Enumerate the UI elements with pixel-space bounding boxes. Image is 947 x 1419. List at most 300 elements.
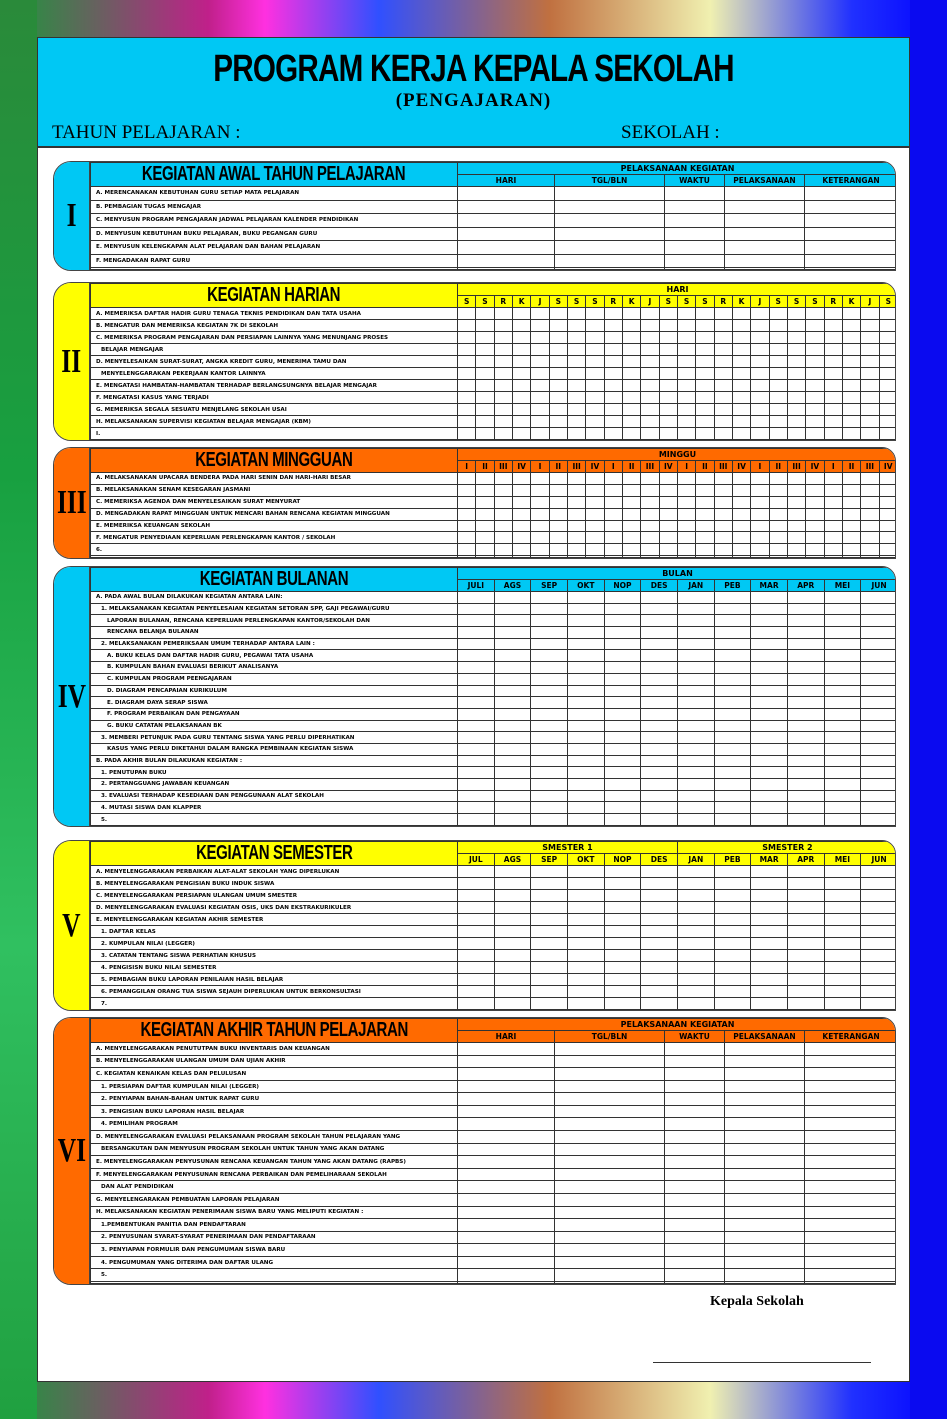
schedule-cell[interactable]: [458, 755, 495, 767]
schedule-cell[interactable]: [769, 428, 787, 440]
schedule-cell[interactable]: [725, 187, 805, 201]
schedule-cell[interactable]: [604, 308, 622, 320]
schedule-cell[interactable]: [622, 484, 640, 496]
schedule-cell[interactable]: [622, 380, 640, 392]
schedule-cell[interactable]: [531, 755, 568, 767]
schedule-cell[interactable]: [677, 708, 714, 720]
schedule-cell[interactable]: [604, 473, 622, 485]
schedule-cell[interactable]: [805, 1193, 897, 1206]
schedule-cell[interactable]: [769, 544, 787, 556]
schedule-cell[interactable]: [861, 926, 896, 938]
schedule-cell[interactable]: [787, 673, 824, 685]
schedule-cell[interactable]: [805, 1281, 897, 1283]
schedule-cell[interactable]: [555, 200, 665, 214]
schedule-cell[interactable]: [604, 368, 622, 380]
schedule-cell[interactable]: [567, 779, 604, 791]
schedule-cell[interactable]: [677, 392, 695, 404]
schedule-cell[interactable]: [824, 720, 861, 732]
schedule-cell[interactable]: [458, 214, 555, 228]
schedule-cell[interactable]: [787, 755, 824, 767]
schedule-cell[interactable]: [458, 914, 495, 926]
schedule-cell[interactable]: [567, 755, 604, 767]
schedule-cell[interactable]: [604, 392, 622, 404]
schedule-cell[interactable]: [751, 650, 788, 662]
schedule-cell[interactable]: [458, 1193, 555, 1206]
schedule-cell[interactable]: [665, 254, 725, 268]
schedule-cell[interactable]: [677, 697, 714, 709]
schedule-cell[interactable]: [604, 755, 641, 767]
schedule-cell[interactable]: [824, 662, 861, 674]
schedule-cell[interactable]: [586, 356, 604, 368]
schedule-cell[interactable]: [787, 998, 824, 1010]
schedule-cell[interactable]: [555, 1080, 665, 1093]
schedule-cell[interactable]: [604, 627, 641, 639]
schedule-cell[interactable]: [824, 592, 861, 604]
schedule-cell[interactable]: [805, 1244, 897, 1257]
schedule-cell[interactable]: [586, 416, 604, 428]
schedule-cell[interactable]: [677, 685, 714, 697]
schedule-cell[interactable]: [458, 926, 495, 938]
schedule-cell[interactable]: [531, 673, 568, 685]
schedule-cell[interactable]: [787, 732, 824, 744]
schedule-cell[interactable]: [604, 790, 641, 802]
schedule-cell[interactable]: [531, 914, 568, 926]
schedule-cell[interactable]: [714, 986, 751, 998]
schedule-cell[interactable]: [861, 878, 896, 890]
schedule-cell[interactable]: [677, 638, 714, 650]
schedule-cell[interactable]: [842, 532, 860, 544]
schedule-cell[interactable]: [641, 627, 678, 639]
schedule-cell[interactable]: [641, 473, 659, 485]
schedule-cell[interactable]: [732, 416, 750, 428]
schedule-cell[interactable]: [458, 368, 476, 380]
schedule-cell[interactable]: [824, 938, 861, 950]
schedule-cell[interactable]: [842, 308, 860, 320]
schedule-cell[interactable]: [641, 532, 659, 544]
schedule-cell[interactable]: [531, 484, 549, 496]
schedule-cell[interactable]: [531, 697, 568, 709]
schedule-cell[interactable]: [805, 227, 897, 241]
schedule-cell[interactable]: [476, 308, 494, 320]
schedule-cell[interactable]: [751, 732, 788, 744]
schedule-cell[interactable]: [555, 1118, 665, 1131]
schedule-cell[interactable]: [714, 416, 732, 428]
schedule-cell[interactable]: [458, 1043, 555, 1056]
schedule-cell[interactable]: [659, 428, 677, 440]
schedule-cell[interactable]: [677, 356, 695, 368]
schedule-cell[interactable]: [714, 332, 732, 344]
schedule-cell[interactable]: [622, 508, 640, 520]
schedule-cell[interactable]: [751, 938, 788, 950]
schedule-cell[interactable]: [787, 950, 824, 962]
schedule-cell[interactable]: [824, 556, 842, 558]
schedule-cell[interactable]: [696, 356, 714, 368]
schedule-cell[interactable]: [842, 428, 860, 440]
schedule-cell[interactable]: [476, 404, 494, 416]
schedule-cell[interactable]: [641, 866, 678, 878]
schedule-cell[interactable]: [586, 332, 604, 344]
schedule-cell[interactable]: [512, 473, 530, 485]
schedule-cell[interactable]: [879, 496, 896, 508]
schedule-cell[interactable]: [879, 532, 896, 544]
schedule-cell[interactable]: [824, 532, 842, 544]
schedule-cell[interactable]: [555, 1068, 665, 1081]
schedule-cell[interactable]: [641, 914, 678, 926]
schedule-cell[interactable]: [677, 779, 714, 791]
schedule-cell[interactable]: [555, 241, 665, 255]
schedule-cell[interactable]: [641, 416, 659, 428]
schedule-cell[interactable]: [604, 520, 622, 532]
schedule-cell[interactable]: [641, 673, 678, 685]
schedule-cell[interactable]: [458, 673, 495, 685]
schedule-cell[interactable]: [861, 732, 896, 744]
schedule-cell[interactable]: [604, 404, 622, 416]
schedule-cell[interactable]: [665, 1281, 725, 1283]
schedule-cell[interactable]: [861, 662, 896, 674]
schedule-cell[interactable]: [476, 544, 494, 556]
schedule-cell[interactable]: [879, 484, 896, 496]
schedule-cell[interactable]: [787, 878, 824, 890]
schedule-cell[interactable]: [458, 1131, 555, 1144]
schedule-cell[interactable]: [677, 496, 695, 508]
schedule-cell[interactable]: [476, 356, 494, 368]
schedule-cell[interactable]: [725, 241, 805, 255]
schedule-cell[interactable]: [641, 802, 678, 814]
schedule-cell[interactable]: [861, 544, 879, 556]
schedule-cell[interactable]: [665, 1105, 725, 1118]
schedule-cell[interactable]: [751, 508, 769, 520]
schedule-cell[interactable]: [458, 1181, 555, 1194]
schedule-cell[interactable]: [725, 1080, 805, 1093]
schedule-cell[interactable]: [494, 627, 531, 639]
schedule-cell[interactable]: [714, 638, 751, 650]
schedule-cell[interactable]: [787, 380, 805, 392]
schedule-cell[interactable]: [725, 1055, 805, 1068]
schedule-cell[interactable]: [805, 1256, 897, 1269]
schedule-cell[interactable]: [641, 890, 678, 902]
schedule-cell[interactable]: [725, 1256, 805, 1269]
schedule-cell[interactable]: [604, 662, 641, 674]
schedule-cell[interactable]: [677, 974, 714, 986]
schedule-cell[interactable]: [824, 779, 861, 791]
schedule-cell[interactable]: [725, 214, 805, 228]
schedule-cell[interactable]: [494, 638, 531, 650]
schedule-cell[interactable]: [824, 496, 842, 508]
schedule-cell[interactable]: [641, 428, 659, 440]
schedule-cell[interactable]: [476, 484, 494, 496]
schedule-cell[interactable]: [586, 508, 604, 520]
schedule-cell[interactable]: [714, 556, 732, 558]
schedule-cell[interactable]: [567, 392, 585, 404]
schedule-cell[interactable]: [604, 496, 622, 508]
schedule-cell[interactable]: [725, 1118, 805, 1131]
schedule-cell[interactable]: [567, 708, 604, 720]
schedule-cell[interactable]: [714, 926, 751, 938]
schedule-cell[interactable]: [769, 392, 787, 404]
schedule-cell[interactable]: [586, 428, 604, 440]
schedule-cell[interactable]: [696, 544, 714, 556]
schedule-cell[interactable]: [805, 1131, 897, 1144]
schedule-cell[interactable]: [586, 320, 604, 332]
schedule-cell[interactable]: [714, 308, 732, 320]
schedule-cell[interactable]: [531, 878, 568, 890]
schedule-cell[interactable]: [696, 532, 714, 544]
schedule-cell[interactable]: [586, 404, 604, 416]
schedule-cell[interactable]: [665, 1269, 725, 1282]
schedule-cell[interactable]: [824, 743, 861, 755]
schedule-cell[interactable]: [494, 732, 531, 744]
schedule-cell[interactable]: [861, 392, 879, 404]
schedule-cell[interactable]: [787, 344, 805, 356]
schedule-cell[interactable]: [696, 332, 714, 344]
schedule-cell[interactable]: [665, 1068, 725, 1081]
schedule-cell[interactable]: [677, 380, 695, 392]
schedule-cell[interactable]: [861, 428, 879, 440]
schedule-cell[interactable]: [458, 998, 495, 1010]
schedule-cell[interactable]: [531, 743, 568, 755]
schedule-cell[interactable]: [567, 962, 604, 974]
schedule-cell[interactable]: [861, 986, 896, 998]
schedule-cell[interactable]: [861, 902, 896, 914]
schedule-cell[interactable]: [806, 356, 824, 368]
schedule-cell[interactable]: [622, 544, 640, 556]
schedule-cell[interactable]: [714, 650, 751, 662]
schedule-cell[interactable]: [714, 520, 732, 532]
schedule-cell[interactable]: [567, 615, 604, 627]
schedule-cell[interactable]: [677, 755, 714, 767]
schedule-cell[interactable]: [751, 416, 769, 428]
schedule-cell[interactable]: [824, 368, 842, 380]
schedule-cell[interactable]: [696, 520, 714, 532]
schedule-cell[interactable]: [476, 496, 494, 508]
schedule-cell[interactable]: [714, 802, 751, 814]
schedule-cell[interactable]: [531, 544, 549, 556]
schedule-cell[interactable]: [751, 615, 788, 627]
schedule-cell[interactable]: [494, 974, 531, 986]
schedule-cell[interactable]: [725, 1181, 805, 1194]
schedule-cell[interactable]: [604, 673, 641, 685]
schedule-cell[interactable]: [494, 902, 531, 914]
schedule-cell[interactable]: [665, 1143, 725, 1156]
schedule-cell[interactable]: [476, 473, 494, 485]
schedule-cell[interactable]: [751, 974, 788, 986]
schedule-cell[interactable]: [806, 556, 824, 558]
schedule-cell[interactable]: [824, 974, 861, 986]
schedule-cell[interactable]: [769, 532, 787, 544]
schedule-cell[interactable]: [458, 380, 476, 392]
schedule-cell[interactable]: [677, 320, 695, 332]
schedule-cell[interactable]: [531, 950, 568, 962]
schedule-cell[interactable]: [659, 380, 677, 392]
schedule-cell[interactable]: [567, 532, 585, 544]
schedule-cell[interactable]: [458, 508, 476, 520]
schedule-cell[interactable]: [494, 720, 531, 732]
schedule-cell[interactable]: [714, 508, 732, 520]
schedule-cell[interactable]: [567, 767, 604, 779]
schedule-cell[interactable]: [659, 556, 677, 558]
schedule-cell[interactable]: [805, 1080, 897, 1093]
schedule-cell[interactable]: [555, 254, 665, 268]
schedule-cell[interactable]: [787, 473, 805, 485]
schedule-cell[interactable]: [879, 556, 896, 558]
schedule-cell[interactable]: [458, 532, 476, 544]
schedule-cell[interactable]: [512, 308, 530, 320]
schedule-cell[interactable]: [677, 544, 695, 556]
schedule-cell[interactable]: [567, 986, 604, 998]
schedule-cell[interactable]: [751, 532, 769, 544]
schedule-cell[interactable]: [458, 779, 495, 791]
schedule-cell[interactable]: [787, 814, 824, 826]
schedule-cell[interactable]: [659, 484, 677, 496]
schedule-cell[interactable]: [458, 1055, 555, 1068]
schedule-cell[interactable]: [806, 380, 824, 392]
schedule-cell[interactable]: [769, 508, 787, 520]
schedule-cell[interactable]: [458, 615, 495, 627]
schedule-cell[interactable]: [879, 368, 896, 380]
schedule-cell[interactable]: [531, 496, 549, 508]
schedule-cell[interactable]: [531, 428, 549, 440]
schedule-cell[interactable]: [696, 368, 714, 380]
schedule-cell[interactable]: [604, 484, 622, 496]
schedule-cell[interactable]: [659, 344, 677, 356]
schedule-cell[interactable]: [787, 308, 805, 320]
schedule-cell[interactable]: [665, 1156, 725, 1169]
schedule-cell[interactable]: [861, 496, 879, 508]
schedule-cell[interactable]: [751, 404, 769, 416]
schedule-cell[interactable]: [805, 1068, 897, 1081]
schedule-cell[interactable]: [458, 743, 495, 755]
schedule-cell[interactable]: [805, 187, 897, 201]
schedule-cell[interactable]: [824, 890, 861, 902]
schedule-cell[interactable]: [879, 416, 896, 428]
schedule-cell[interactable]: [604, 356, 622, 368]
schedule-cell[interactable]: [604, 732, 641, 744]
schedule-cell[interactable]: [641, 592, 678, 604]
schedule-cell[interactable]: [677, 890, 714, 902]
schedule-cell[interactable]: [458, 1206, 555, 1219]
schedule-cell[interactable]: [531, 662, 568, 674]
schedule-cell[interactable]: [842, 356, 860, 368]
schedule-cell[interactable]: [714, 428, 732, 440]
schedule-cell[interactable]: [861, 380, 879, 392]
schedule-cell[interactable]: [824, 508, 842, 520]
schedule-cell[interactable]: [842, 520, 860, 532]
schedule-cell[interactable]: [512, 496, 530, 508]
schedule-cell[interactable]: [549, 332, 567, 344]
schedule-cell[interactable]: [769, 308, 787, 320]
schedule-cell[interactable]: [549, 320, 567, 332]
schedule-cell[interactable]: [567, 520, 585, 532]
schedule-cell[interactable]: [805, 1181, 897, 1194]
schedule-cell[interactable]: [677, 592, 714, 604]
schedule-cell[interactable]: [787, 508, 805, 520]
schedule-cell[interactable]: [806, 428, 824, 440]
schedule-cell[interactable]: [531, 866, 568, 878]
schedule-cell[interactable]: [531, 332, 549, 344]
schedule-cell[interactable]: [824, 697, 861, 709]
schedule-cell[interactable]: [769, 332, 787, 344]
schedule-cell[interactable]: [458, 268, 555, 270]
schedule-cell[interactable]: [806, 473, 824, 485]
schedule-cell[interactable]: [494, 520, 512, 532]
schedule-cell[interactable]: [549, 356, 567, 368]
schedule-cell[interactable]: [665, 1118, 725, 1131]
schedule-cell[interactable]: [604, 416, 622, 428]
schedule-cell[interactable]: [696, 392, 714, 404]
schedule-cell[interactable]: [725, 1105, 805, 1118]
schedule-cell[interactable]: [458, 950, 495, 962]
schedule-cell[interactable]: [824, 755, 861, 767]
schedule-cell[interactable]: [861, 914, 896, 926]
schedule-cell[interactable]: [586, 544, 604, 556]
schedule-cell[interactable]: [714, 685, 751, 697]
schedule-cell[interactable]: [714, 779, 751, 791]
schedule-cell[interactable]: [604, 814, 641, 826]
schedule-cell[interactable]: [604, 902, 641, 914]
schedule-cell[interactable]: [725, 1068, 805, 1081]
schedule-cell[interactable]: [567, 592, 604, 604]
schedule-cell[interactable]: [824, 814, 861, 826]
schedule-cell[interactable]: [604, 344, 622, 356]
schedule-cell[interactable]: [549, 532, 567, 544]
schedule-cell[interactable]: [806, 532, 824, 544]
schedule-cell[interactable]: [787, 428, 805, 440]
schedule-cell[interactable]: [787, 938, 824, 950]
schedule-cell[interactable]: [458, 556, 476, 558]
schedule-cell[interactable]: [512, 556, 530, 558]
schedule-cell[interactable]: [861, 615, 896, 627]
schedule-cell[interactable]: [861, 743, 896, 755]
schedule-cell[interactable]: [879, 380, 896, 392]
schedule-cell[interactable]: [665, 1181, 725, 1194]
schedule-cell[interactable]: [567, 416, 585, 428]
schedule-cell[interactable]: [805, 1231, 897, 1244]
schedule-cell[interactable]: [787, 708, 824, 720]
schedule-cell[interactable]: [714, 697, 751, 709]
schedule-cell[interactable]: [622, 356, 640, 368]
schedule-cell[interactable]: [567, 556, 585, 558]
schedule-cell[interactable]: [494, 592, 531, 604]
schedule-cell[interactable]: [805, 254, 897, 268]
schedule-cell[interactable]: [641, 320, 659, 332]
schedule-cell[interactable]: [458, 320, 476, 332]
schedule-cell[interactable]: [824, 356, 842, 368]
schedule-cell[interactable]: [567, 603, 604, 615]
schedule-cell[interactable]: [531, 802, 568, 814]
schedule-cell[interactable]: [494, 986, 531, 998]
schedule-cell[interactable]: [751, 779, 788, 791]
schedule-cell[interactable]: [531, 938, 568, 950]
schedule-cell[interactable]: [604, 508, 622, 520]
schedule-cell[interactable]: [458, 254, 555, 268]
schedule-cell[interactable]: [586, 368, 604, 380]
schedule-cell[interactable]: [665, 268, 725, 270]
schedule-cell[interactable]: [622, 308, 640, 320]
schedule-cell[interactable]: [586, 344, 604, 356]
schedule-cell[interactable]: [861, 779, 896, 791]
schedule-cell[interactable]: [696, 320, 714, 332]
schedule-cell[interactable]: [531, 556, 549, 558]
schedule-cell[interactable]: [494, 416, 512, 428]
schedule-cell[interactable]: [824, 344, 842, 356]
schedule-cell[interactable]: [567, 320, 585, 332]
schedule-cell[interactable]: [531, 790, 568, 802]
schedule-cell[interactable]: [531, 998, 568, 1010]
schedule-cell[interactable]: [714, 404, 732, 416]
schedule-cell[interactable]: [531, 926, 568, 938]
schedule-cell[interactable]: [604, 708, 641, 720]
schedule-cell[interactable]: [861, 697, 896, 709]
